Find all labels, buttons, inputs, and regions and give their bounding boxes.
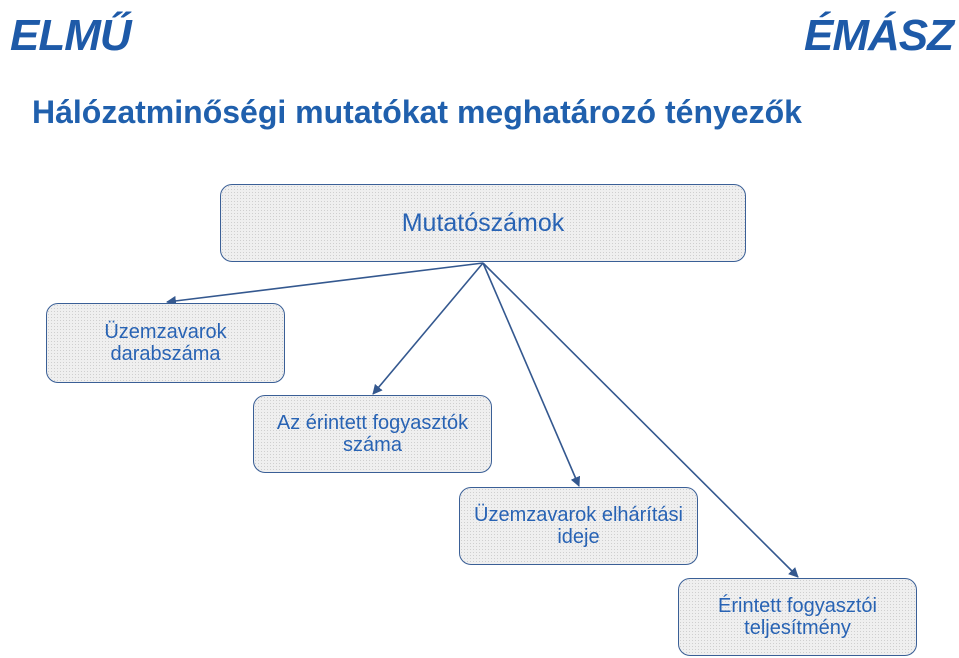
node-elharitasi-ideje — [459, 487, 698, 565]
node-elharitasi-ideje-line2: ideje — [557, 526, 600, 548]
node-erintett-fogyasztok-szama — [253, 395, 492, 473]
node-uzemzavarok-darabszama-line1: Üzemzavarok — [104, 321, 227, 343]
node-fogyasztoi-teljesitmeny — [678, 578, 917, 656]
page-title: Hálózatminőségi mutatókat meghatározó tényezők — [32, 94, 802, 130]
connector-root-to-repair-time — [483, 263, 579, 486]
node-uzemzavarok-darabszama-line2: darabszáma — [110, 343, 221, 365]
node-mutatoszamok — [220, 184, 746, 262]
elmu-logo: ELMŰ — [10, 11, 131, 60]
node-uzemzavarok-darabszama — [46, 303, 285, 383]
node-erintett-fogyasztok-szama-line1: Az érintett fogyasztók — [276, 412, 469, 434]
node-fogyasztoi-teljesitmeny-line2: teljesítmény — [744, 617, 851, 639]
node-fogyasztoi-teljesitmeny-line1: Érintett fogyasztói — [718, 595, 877, 617]
node-elharitasi-ideje-line1: Üzemzavarok elhárítási — [474, 504, 683, 526]
node-mutatoszamok-label: Mutatószámok — [401, 209, 565, 237]
node-erintett-fogyasztok-szama-line2: száma — [343, 434, 402, 456]
emasz-logo: ÉMÁSZ — [804, 11, 953, 60]
connector-root-to-fault-count — [167, 263, 483, 302]
connector-root-to-affected-consumers — [373, 263, 483, 394]
